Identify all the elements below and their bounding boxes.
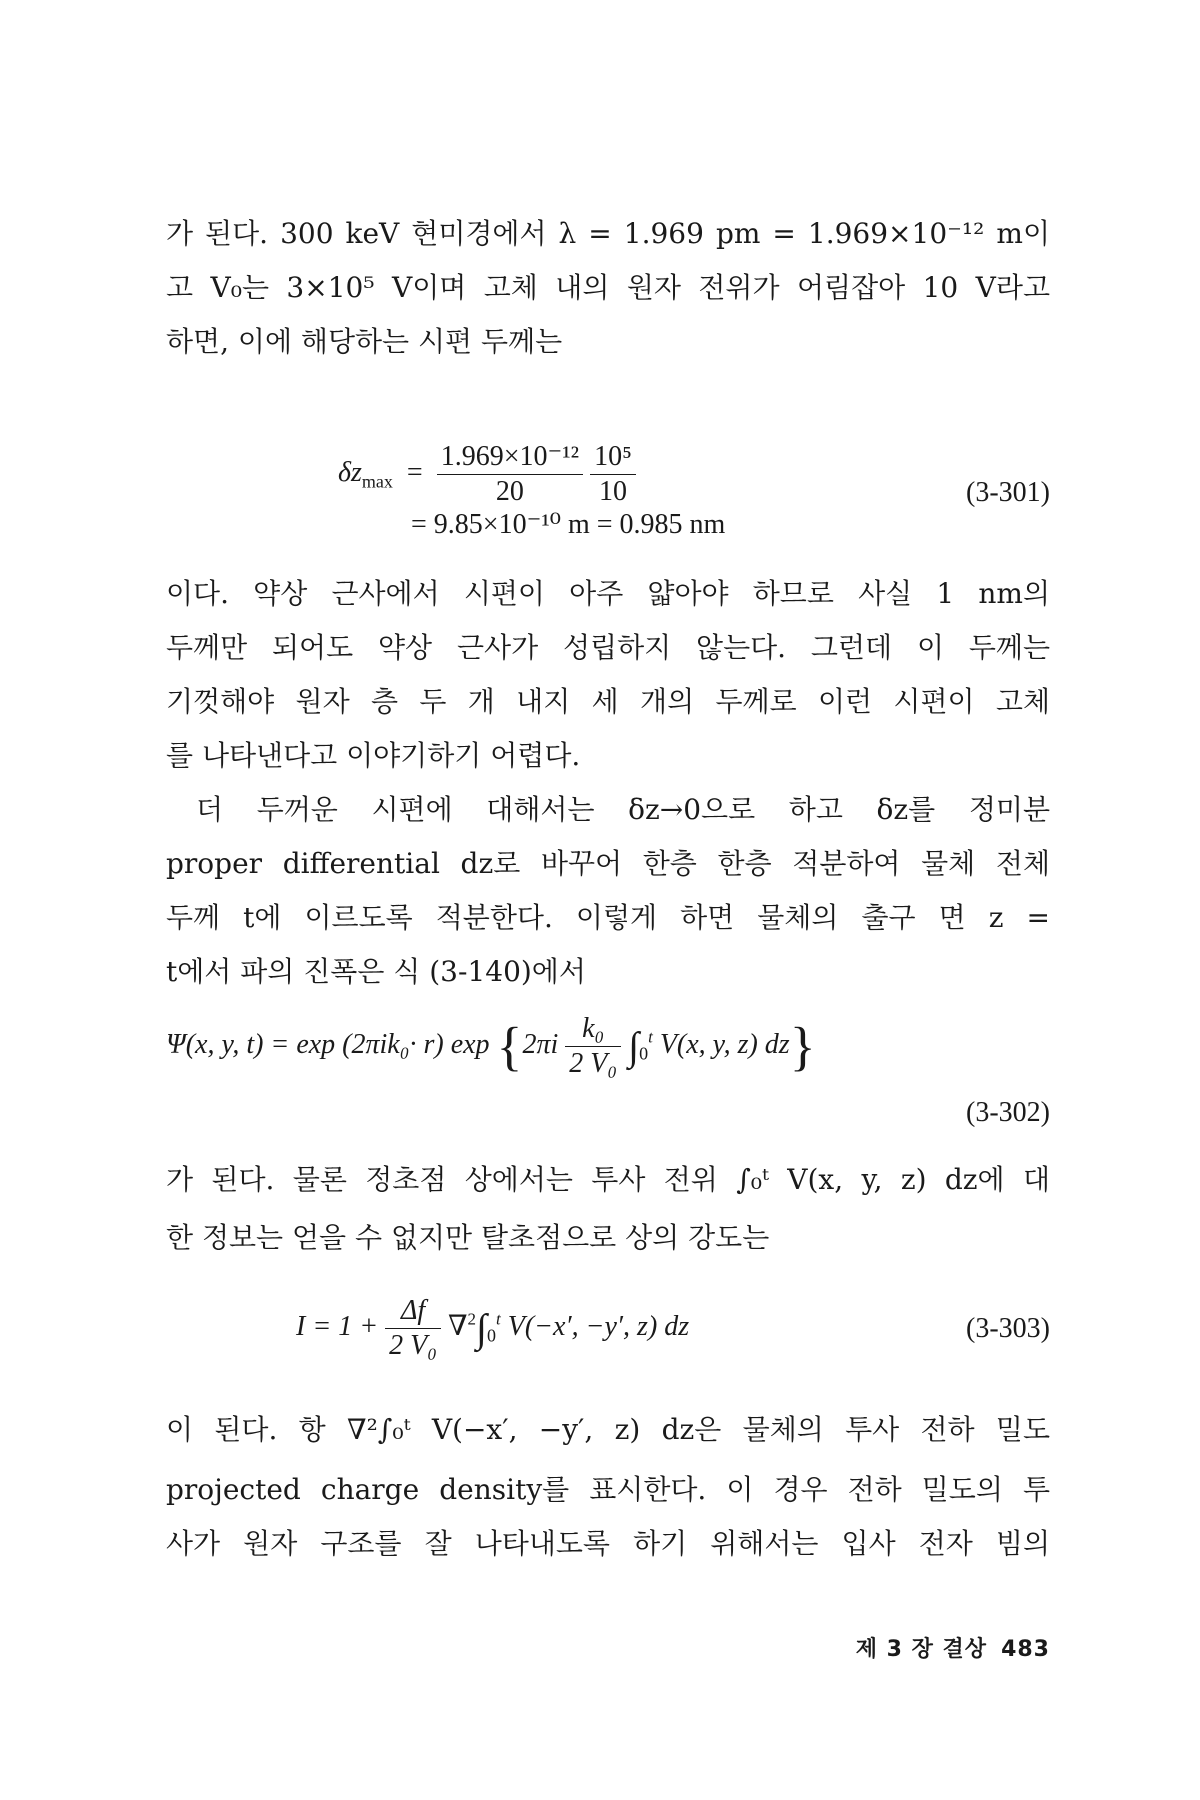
eq-303-fraction bbox=[385, 1294, 441, 1363]
text-line-10: 두께 t에 이르도록 적분한다. 이렇게 하면 물체의 출구 면 z = bbox=[166, 901, 1050, 934]
eq-302-integrand: V(x, y, z) dz bbox=[659, 1028, 790, 1060]
text-line-2: 고 V₀는 3×10⁵ V이며 고체 내의 원자 전위가 어림잡아 10 V라고 bbox=[166, 271, 1050, 304]
equation-3-301-row2: = 9.85×10⁻¹⁰ m = 0.985 nm bbox=[411, 509, 726, 540]
eq-303-integrand: V(−x′, −y′, z) dz bbox=[507, 1310, 690, 1342]
text-line-14: 이 된다. 항 ∇²∫₀ᵗ V(−x′, −y′, z) dz은 물체의 투사 전하 밀도 bbox=[166, 1413, 1050, 1446]
text-line-9: proper differential dz로 바꾸어 한층 한층 적분하여 물체 전체 bbox=[166, 847, 1050, 880]
eq-303-laplacian: ∇$^2$ bbox=[447, 1309, 477, 1342]
text-line-6: 기껏해야 원자 층 두 개 내지 세 개의 두께로 이런 시편이 고체 bbox=[166, 685, 1050, 718]
text-line-5: 두께만 되어도 약상 근사가 성립하지 않는다. 그런데 이 두께는 bbox=[166, 631, 1050, 664]
text-line-11: t에서 파의 진폭은 식 (3-140)에서 bbox=[166, 955, 586, 988]
eq-302-frac-denominator: 2 V₀ bbox=[569, 1048, 618, 1079]
eq-303-frac-denominator: 2 V₀ bbox=[389, 1330, 437, 1361]
eq-301-frac1-denominator: 20 bbox=[495, 476, 524, 507]
eq-302-frac-numerator: k₀ bbox=[565, 1012, 621, 1047]
equation-3-303: I = 1 + $\frac{\Delta f}{\text{2 V₀}}$ $\nabla^2\int_0^t$ V(−x′, −y′, z) dz bbox=[296, 1295, 690, 1361]
page-number: 483 bbox=[1001, 1637, 1050, 1662]
text-line-7: 를 나타낸다고 이야기하기 어렵다. bbox=[166, 739, 581, 772]
eq-303-left: I = 1 + bbox=[296, 1310, 379, 1342]
eq-301-frac2-denominator: 10 bbox=[598, 476, 627, 507]
equation-number-3-303: (3-303) bbox=[966, 1313, 1050, 1344]
eq-301-fraction-1 bbox=[437, 440, 583, 509]
equation-number-3-302: (3-302) bbox=[966, 1097, 1050, 1128]
page-footer bbox=[856, 1632, 1050, 1663]
eq-303-frac-numerator: Δf bbox=[385, 1294, 441, 1329]
eq-303-integral-sign: ∫ bbox=[476, 1305, 487, 1351]
equation-number-3-301: (3-301) bbox=[966, 477, 1050, 508]
eq-302-left-brace: { bbox=[496, 1016, 523, 1077]
chapter-label: 제 3 장 결상 bbox=[855, 1637, 988, 1662]
eq-301-frac1-numerator: 1.969×10⁻¹² bbox=[437, 440, 583, 475]
text-line-8: 더 두꺼운 시편에 대해서는 δz→0으로 하고 δz를 정미분 bbox=[196, 793, 1050, 826]
text-line-12: 가 된다. 물론 정초점 상에서는 투사 전위 ∫₀ᵗ V(x, y, z) dz에 대 bbox=[166, 1163, 1050, 1196]
text-line-4: 이다. 약상 근사에서 시편이 아주 얇아야 하므로 사실 1 nm의 bbox=[166, 577, 1050, 610]
text-line-3: 하면, 이에 해당하는 시편 두께는 bbox=[166, 325, 563, 358]
eq-302-right-brace: } bbox=[789, 1016, 816, 1077]
eq-302-mid: 2πi bbox=[522, 1028, 559, 1060]
equation-3-301-row1: $\delta z_{max}$ = $\frac{\text{1.969×10⁻¹²}}{20}$ $\frac{\text{10⁵}}{10}$ bbox=[338, 440, 636, 509]
text-line-16: 사가 원자 구조를 잘 나타내도록 하기 위해서는 입사 전자 빔의 bbox=[166, 1527, 1050, 1560]
text-line-1: 가 된다. 300 keV 현미경에서 λ = 1.969 pm = 1.969×10⁻¹² m이 bbox=[166, 217, 1050, 250]
eq-301-frac2-numerator: 10⁵ bbox=[590, 440, 636, 475]
text-line-13: 한 정보는 얻을 수 없지만 탈초점으로 상의 강도는 bbox=[166, 1221, 770, 1254]
text-line-15: projected charge density를 표시한다. 이 경우 전하 밀도의 투 bbox=[166, 1473, 1050, 1506]
eq-301-fraction-2 bbox=[590, 440, 636, 509]
eq-302-fraction bbox=[565, 1012, 621, 1081]
eq-301-subscript: max bbox=[361, 471, 393, 492]
eq-302-integral-sign: ∫ bbox=[628, 1023, 640, 1069]
equation-3-302: Ψ(x, y, t) = exp (2πik₀· r) exp {2πi $\frac{\text{k₀}}{\text{2 V₀}}$ $\int_0^t$ V(x, y, z) dz} bbox=[166, 1013, 816, 1079]
eq-301-lhs: δz bbox=[338, 456, 362, 488]
eq-302-left: Ψ(x, y, t) = exp (2πik₀· r) exp bbox=[166, 1028, 490, 1060]
